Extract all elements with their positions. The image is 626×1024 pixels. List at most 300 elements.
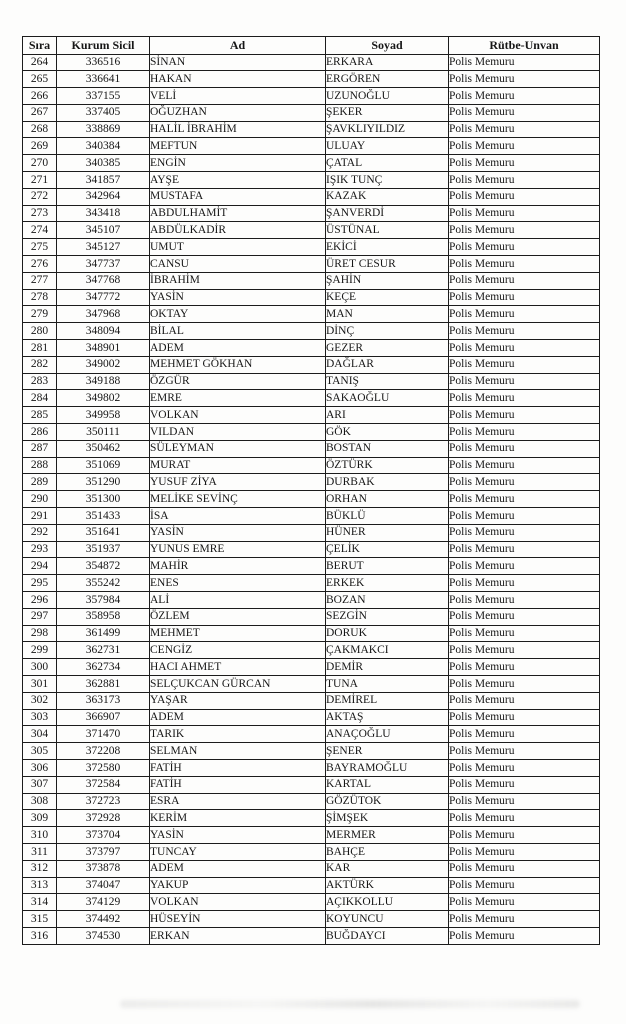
table-row [23,827,600,844]
cell-ad: FATİH [150,776,326,793]
table-row [23,239,600,256]
cell-sira: 291 [23,508,57,525]
cell-rutbe: Polis Memuru [449,88,600,105]
cell-sicil: 350111 [57,424,150,441]
table-row [23,608,600,625]
table-row [23,524,600,541]
cell-soyad: ŞAVKLIYILDIZ [326,121,449,138]
table-row [23,642,600,659]
cell-sicil: 351937 [57,541,150,558]
cell-sira: 279 [23,306,57,323]
cell-ad: TARIK [150,726,326,743]
cell-ad: SELMAN [150,743,326,760]
table-row [23,810,600,827]
cell-sicil: 348094 [57,323,150,340]
table-row [23,541,600,558]
cell-rutbe: Polis Memuru [449,575,600,592]
cell-sicil: 362881 [57,675,150,692]
cell-ad: MURAT [150,457,326,474]
cell-soyad: KAZAK [326,188,449,205]
cell-ad: FATİH [150,759,326,776]
cell-soyad: ERKEK [326,575,449,592]
cell-soyad: BAYRAMOĞLU [326,759,449,776]
cell-rutbe: Polis Memuru [449,440,600,457]
cell-rutbe: Polis Memuru [449,592,600,609]
cell-sicil: 363173 [57,692,150,709]
cell-rutbe: Polis Memuru [449,776,600,793]
cell-sira: 310 [23,827,57,844]
cell-rutbe: Polis Memuru [449,121,600,138]
cell-ad: HACI AHMET [150,659,326,676]
cell-rutbe: Polis Memuru [449,222,600,239]
cell-soyad: BUĞDAYCI [326,927,449,944]
cell-sicil: 373797 [57,843,150,860]
scan-noise-artifact [120,1000,580,1008]
cell-sira: 285 [23,407,57,424]
cell-sicil: 374530 [57,927,150,944]
cell-sicil: 342964 [57,188,150,205]
cell-rutbe: Polis Memuru [449,474,600,491]
cell-sicil: 371470 [57,726,150,743]
cell-rutbe: Polis Memuru [449,860,600,877]
cell-soyad: DURBAK [326,474,449,491]
cell-sira: 288 [23,457,57,474]
cell-ad: YASİN [150,524,326,541]
cell-ad: YUNUS EMRE [150,541,326,558]
personnel-table [22,36,600,945]
cell-sicil: 351641 [57,524,150,541]
cell-sicil: 349002 [57,356,150,373]
cell-sicil: 345127 [57,239,150,256]
cell-sicil: 337405 [57,104,150,121]
cell-sicil: 374129 [57,894,150,911]
cell-soyad: BOSTAN [326,440,449,457]
cell-soyad: ERKARA [326,54,449,71]
cell-sicil: 336516 [57,54,150,71]
cell-ad: ERKAN [150,927,326,944]
cell-ad: TUNCAY [150,843,326,860]
cell-rutbe: Polis Memuru [449,843,600,860]
cell-soyad: DAĞLAR [326,356,449,373]
cell-rutbe: Polis Memuru [449,138,600,155]
cell-ad: HÜSEYİN [150,911,326,928]
table-row [23,457,600,474]
cell-ad: ADEM [150,860,326,877]
cell-rutbe: Polis Memuru [449,524,600,541]
cell-rutbe: Polis Memuru [449,306,600,323]
cell-sicil: 358958 [57,608,150,625]
cell-ad: ADEM [150,340,326,357]
cell-sicil: 351290 [57,474,150,491]
cell-ad: OKTAY [150,306,326,323]
cell-sira: 282 [23,356,57,373]
cell-soyad: SEZGİN [326,608,449,625]
cell-rutbe: Polis Memuru [449,424,600,441]
cell-rutbe: Polis Memuru [449,155,600,172]
cell-sira: 304 [23,726,57,743]
table-row [23,575,600,592]
cell-sicil: 337155 [57,88,150,105]
cell-sicil: 372928 [57,810,150,827]
cell-sicil: 374492 [57,911,150,928]
cell-sicil: 340384 [57,138,150,155]
cell-rutbe: Polis Memuru [449,625,600,642]
cell-sicil: 357984 [57,592,150,609]
cell-sira: 294 [23,558,57,575]
table-row [23,440,600,457]
cell-sira: 314 [23,894,57,911]
cell-soyad: ORHAN [326,491,449,508]
cell-soyad: TANIŞ [326,373,449,390]
cell-ad: CENGİZ [150,642,326,659]
cell-rutbe: Polis Memuru [449,356,600,373]
cell-sira: 287 [23,440,57,457]
cell-soyad: ÇATAL [326,155,449,172]
cell-soyad: MAN [326,306,449,323]
table-row [23,256,600,273]
cell-soyad: KOYUNCU [326,911,449,928]
cell-sira: 271 [23,172,57,189]
cell-ad: UMUT [150,239,326,256]
cell-sira: 305 [23,743,57,760]
cell-sicil: 336641 [57,71,150,88]
cell-sira: 276 [23,256,57,273]
cell-sira: 265 [23,71,57,88]
cell-soyad: UZUNOĞLU [326,88,449,105]
cell-soyad: HÜNER [326,524,449,541]
table-row [23,860,600,877]
cell-soyad: KAR [326,860,449,877]
cell-sicil: 345107 [57,222,150,239]
cell-sicil: 372580 [57,759,150,776]
table-row [23,323,600,340]
cell-sira: 308 [23,793,57,810]
cell-sicil: 347968 [57,306,150,323]
cell-rutbe: Polis Memuru [449,188,600,205]
table-row [23,675,600,692]
table-row [23,272,600,289]
cell-sicil: 373878 [57,860,150,877]
table-row [23,894,600,911]
cell-ad: HAKAN [150,71,326,88]
cell-sira: 280 [23,323,57,340]
cell-rutbe: Polis Memuru [449,390,600,407]
cell-ad: MEHMET [150,625,326,642]
cell-soyad: SAKAOĞLU [326,390,449,407]
cell-ad: ABDULHAMİT [150,205,326,222]
cell-sira: 268 [23,121,57,138]
cell-rutbe: Polis Memuru [449,54,600,71]
cell-sira: 300 [23,659,57,676]
cell-sira: 284 [23,390,57,407]
table-row [23,474,600,491]
cell-soyad: GÖK [326,424,449,441]
cell-ad: OĞUZHAN [150,104,326,121]
column-header-ad: Ad [150,37,326,55]
cell-sira: 272 [23,188,57,205]
table-row [23,709,600,726]
cell-sicil: 340385 [57,155,150,172]
cell-sira: 303 [23,709,57,726]
table-row [23,424,600,441]
cell-rutbe: Polis Memuru [449,272,600,289]
table-row [23,104,600,121]
cell-sicil: 343418 [57,205,150,222]
cell-ad: MEFTUN [150,138,326,155]
cell-sira: 312 [23,860,57,877]
cell-sira: 298 [23,625,57,642]
cell-rutbe: Polis Memuru [449,373,600,390]
table-row [23,138,600,155]
cell-sira: 299 [23,642,57,659]
cell-ad: VELİ [150,88,326,105]
cell-sira: 275 [23,239,57,256]
table-row [23,88,600,105]
cell-sicil: 361499 [57,625,150,642]
table-header-row [23,37,600,55]
cell-soyad: DORUK [326,625,449,642]
table-row [23,692,600,709]
cell-sira: 297 [23,608,57,625]
cell-soyad: AKTAŞ [326,709,449,726]
cell-rutbe: Polis Memuru [449,508,600,525]
table-row [23,759,600,776]
cell-soyad: DİNÇ [326,323,449,340]
table-row [23,877,600,894]
cell-ad: SİNAN [150,54,326,71]
cell-soyad: BAHÇE [326,843,449,860]
cell-soyad: IŞIK TUNÇ [326,172,449,189]
cell-sicil: 347768 [57,272,150,289]
cell-rutbe: Polis Memuru [449,911,600,928]
cell-sira: 283 [23,373,57,390]
cell-sicil: 372584 [57,776,150,793]
cell-soyad: GEZER [326,340,449,357]
cell-sira: 316 [23,927,57,944]
cell-sicil: 347772 [57,289,150,306]
table-row [23,71,600,88]
cell-soyad: ANAÇOĞLU [326,726,449,743]
table-row [23,659,600,676]
table-row [23,743,600,760]
cell-soyad: DEMİREL [326,692,449,709]
table-row [23,373,600,390]
cell-rutbe: Polis Memuru [449,810,600,827]
cell-ad: KERİM [150,810,326,827]
cell-ad: ÖZGÜR [150,373,326,390]
cell-sicil: 372723 [57,793,150,810]
cell-soyad: TUNA [326,675,449,692]
cell-ad: ESRA [150,793,326,810]
table-row [23,205,600,222]
cell-rutbe: Polis Memuru [449,491,600,508]
cell-ad: YAŞAR [150,692,326,709]
table-row [23,625,600,642]
cell-soyad: GÖZÜTOK [326,793,449,810]
table-row [23,306,600,323]
cell-soyad: ÇELİK [326,541,449,558]
table-row [23,121,600,138]
cell-sira: 270 [23,155,57,172]
cell-sira: 295 [23,575,57,592]
cell-ad: VILDAN [150,424,326,441]
table-row [23,356,600,373]
cell-sira: 293 [23,541,57,558]
cell-sira: 309 [23,810,57,827]
cell-ad: EMRE [150,390,326,407]
cell-sira: 302 [23,692,57,709]
cell-rutbe: Polis Memuru [449,205,600,222]
table-row [23,927,600,944]
column-header-rutbe-unvan: Rütbe-Unvan [449,37,600,55]
cell-ad: BİLAL [150,323,326,340]
column-header-kurum-sicil: Kurum Sicil [57,37,150,55]
cell-sira: 301 [23,675,57,692]
cell-ad: YASİN [150,289,326,306]
cell-sicil: 351300 [57,491,150,508]
cell-ad: SÜLEYMAN [150,440,326,457]
cell-sira: 289 [23,474,57,491]
cell-ad: MAHİR [150,558,326,575]
cell-soyad: ÜRET CESUR [326,256,449,273]
cell-soyad: MERMER [326,827,449,844]
cell-soyad: AÇIKKOLLU [326,894,449,911]
cell-ad: HALİL İBRAHİM [150,121,326,138]
cell-rutbe: Polis Memuru [449,289,600,306]
cell-sicil: 362731 [57,642,150,659]
cell-rutbe: Polis Memuru [449,877,600,894]
cell-sira: 273 [23,205,57,222]
cell-sicil: 348901 [57,340,150,357]
cell-soyad: ÖZTÜRK [326,457,449,474]
cell-soyad: BÜKLÜ [326,508,449,525]
cell-rutbe: Polis Memuru [449,323,600,340]
cell-sira: 267 [23,104,57,121]
cell-ad: ADEM [150,709,326,726]
cell-ad: ÖZLEM [150,608,326,625]
cell-sicil: 349958 [57,407,150,424]
cell-rutbe: Polis Memuru [449,642,600,659]
cell-sira: 296 [23,592,57,609]
cell-sira: 269 [23,138,57,155]
cell-soyad: BERUT [326,558,449,575]
cell-sicil: 351069 [57,457,150,474]
table-row [23,289,600,306]
cell-sira: 292 [23,524,57,541]
cell-rutbe: Polis Memuru [449,407,600,424]
cell-soyad: ŞANVERDİ [326,205,449,222]
cell-ad: SELÇUKCAN GÜRCAN [150,675,326,692]
table-row [23,508,600,525]
cell-sira: 274 [23,222,57,239]
column-header-soyad: Soyad [326,37,449,55]
cell-sira: 277 [23,272,57,289]
cell-rutbe: Polis Memuru [449,256,600,273]
cell-ad: YASİN [150,827,326,844]
cell-sicil: 372208 [57,743,150,760]
cell-sira: 307 [23,776,57,793]
table-row [23,726,600,743]
table-row [23,592,600,609]
cell-ad: VOLKAN [150,407,326,424]
cell-sira: 286 [23,424,57,441]
cell-rutbe: Polis Memuru [449,759,600,776]
cell-soyad: ULUAY [326,138,449,155]
cell-ad: YAKUP [150,877,326,894]
cell-ad: MEHMET GÖKHAN [150,356,326,373]
cell-ad: İBRAHİM [150,272,326,289]
cell-rutbe: Polis Memuru [449,726,600,743]
cell-ad: MELİKE SEVİNÇ [150,491,326,508]
cell-sira: 264 [23,54,57,71]
table-row [23,222,600,239]
cell-ad: ABDÜLKADİR [150,222,326,239]
cell-rutbe: Polis Memuru [449,172,600,189]
table-row [23,340,600,357]
cell-soyad: KARTAL [326,776,449,793]
cell-sicil: 347737 [57,256,150,273]
cell-rutbe: Polis Memuru [449,659,600,676]
cell-sicil: 373704 [57,827,150,844]
cell-soyad: BOZAN [326,592,449,609]
cell-ad: CANSU [150,256,326,273]
cell-ad: VOLKAN [150,894,326,911]
cell-sicil: 349802 [57,390,150,407]
cell-soyad: ÇAKMAKCI [326,642,449,659]
cell-soyad: ŞEKER [326,104,449,121]
cell-soyad: AKTÜRK [326,877,449,894]
column-header-sira: Sıra [23,37,57,55]
table-row [23,776,600,793]
cell-ad: MUSTAFA [150,188,326,205]
cell-rutbe: Polis Memuru [449,692,600,709]
table-row [23,155,600,172]
cell-sira: 306 [23,759,57,776]
cell-sicil: 366907 [57,709,150,726]
cell-sicil: 351433 [57,508,150,525]
cell-sicil: 338869 [57,121,150,138]
cell-sicil: 350462 [57,440,150,457]
cell-ad: İSA [150,508,326,525]
cell-rutbe: Polis Memuru [449,743,600,760]
cell-ad: ALİ [150,592,326,609]
cell-rutbe: Polis Memuru [449,457,600,474]
cell-sira: 311 [23,843,57,860]
cell-sira: 266 [23,88,57,105]
cell-soyad: ŞAHİN [326,272,449,289]
table-row [23,54,600,71]
cell-soyad: EKİCİ [326,239,449,256]
cell-ad: ENES [150,575,326,592]
cell-soyad: ÜSTÜNAL [326,222,449,239]
cell-sira: 281 [23,340,57,357]
cell-rutbe: Polis Memuru [449,675,600,692]
table-row [23,390,600,407]
table-row [23,911,600,928]
cell-sicil: 355242 [57,575,150,592]
cell-rutbe: Polis Memuru [449,340,600,357]
cell-sira: 313 [23,877,57,894]
cell-soyad: ERGÖREN [326,71,449,88]
cell-rutbe: Polis Memuru [449,239,600,256]
table-row [23,407,600,424]
cell-soyad: KEÇE [326,289,449,306]
cell-ad: AYŞE [150,172,326,189]
cell-rutbe: Polis Memuru [449,541,600,558]
cell-ad: ENGİN [150,155,326,172]
cell-rutbe: Polis Memuru [449,71,600,88]
cell-soyad: ARI [326,407,449,424]
